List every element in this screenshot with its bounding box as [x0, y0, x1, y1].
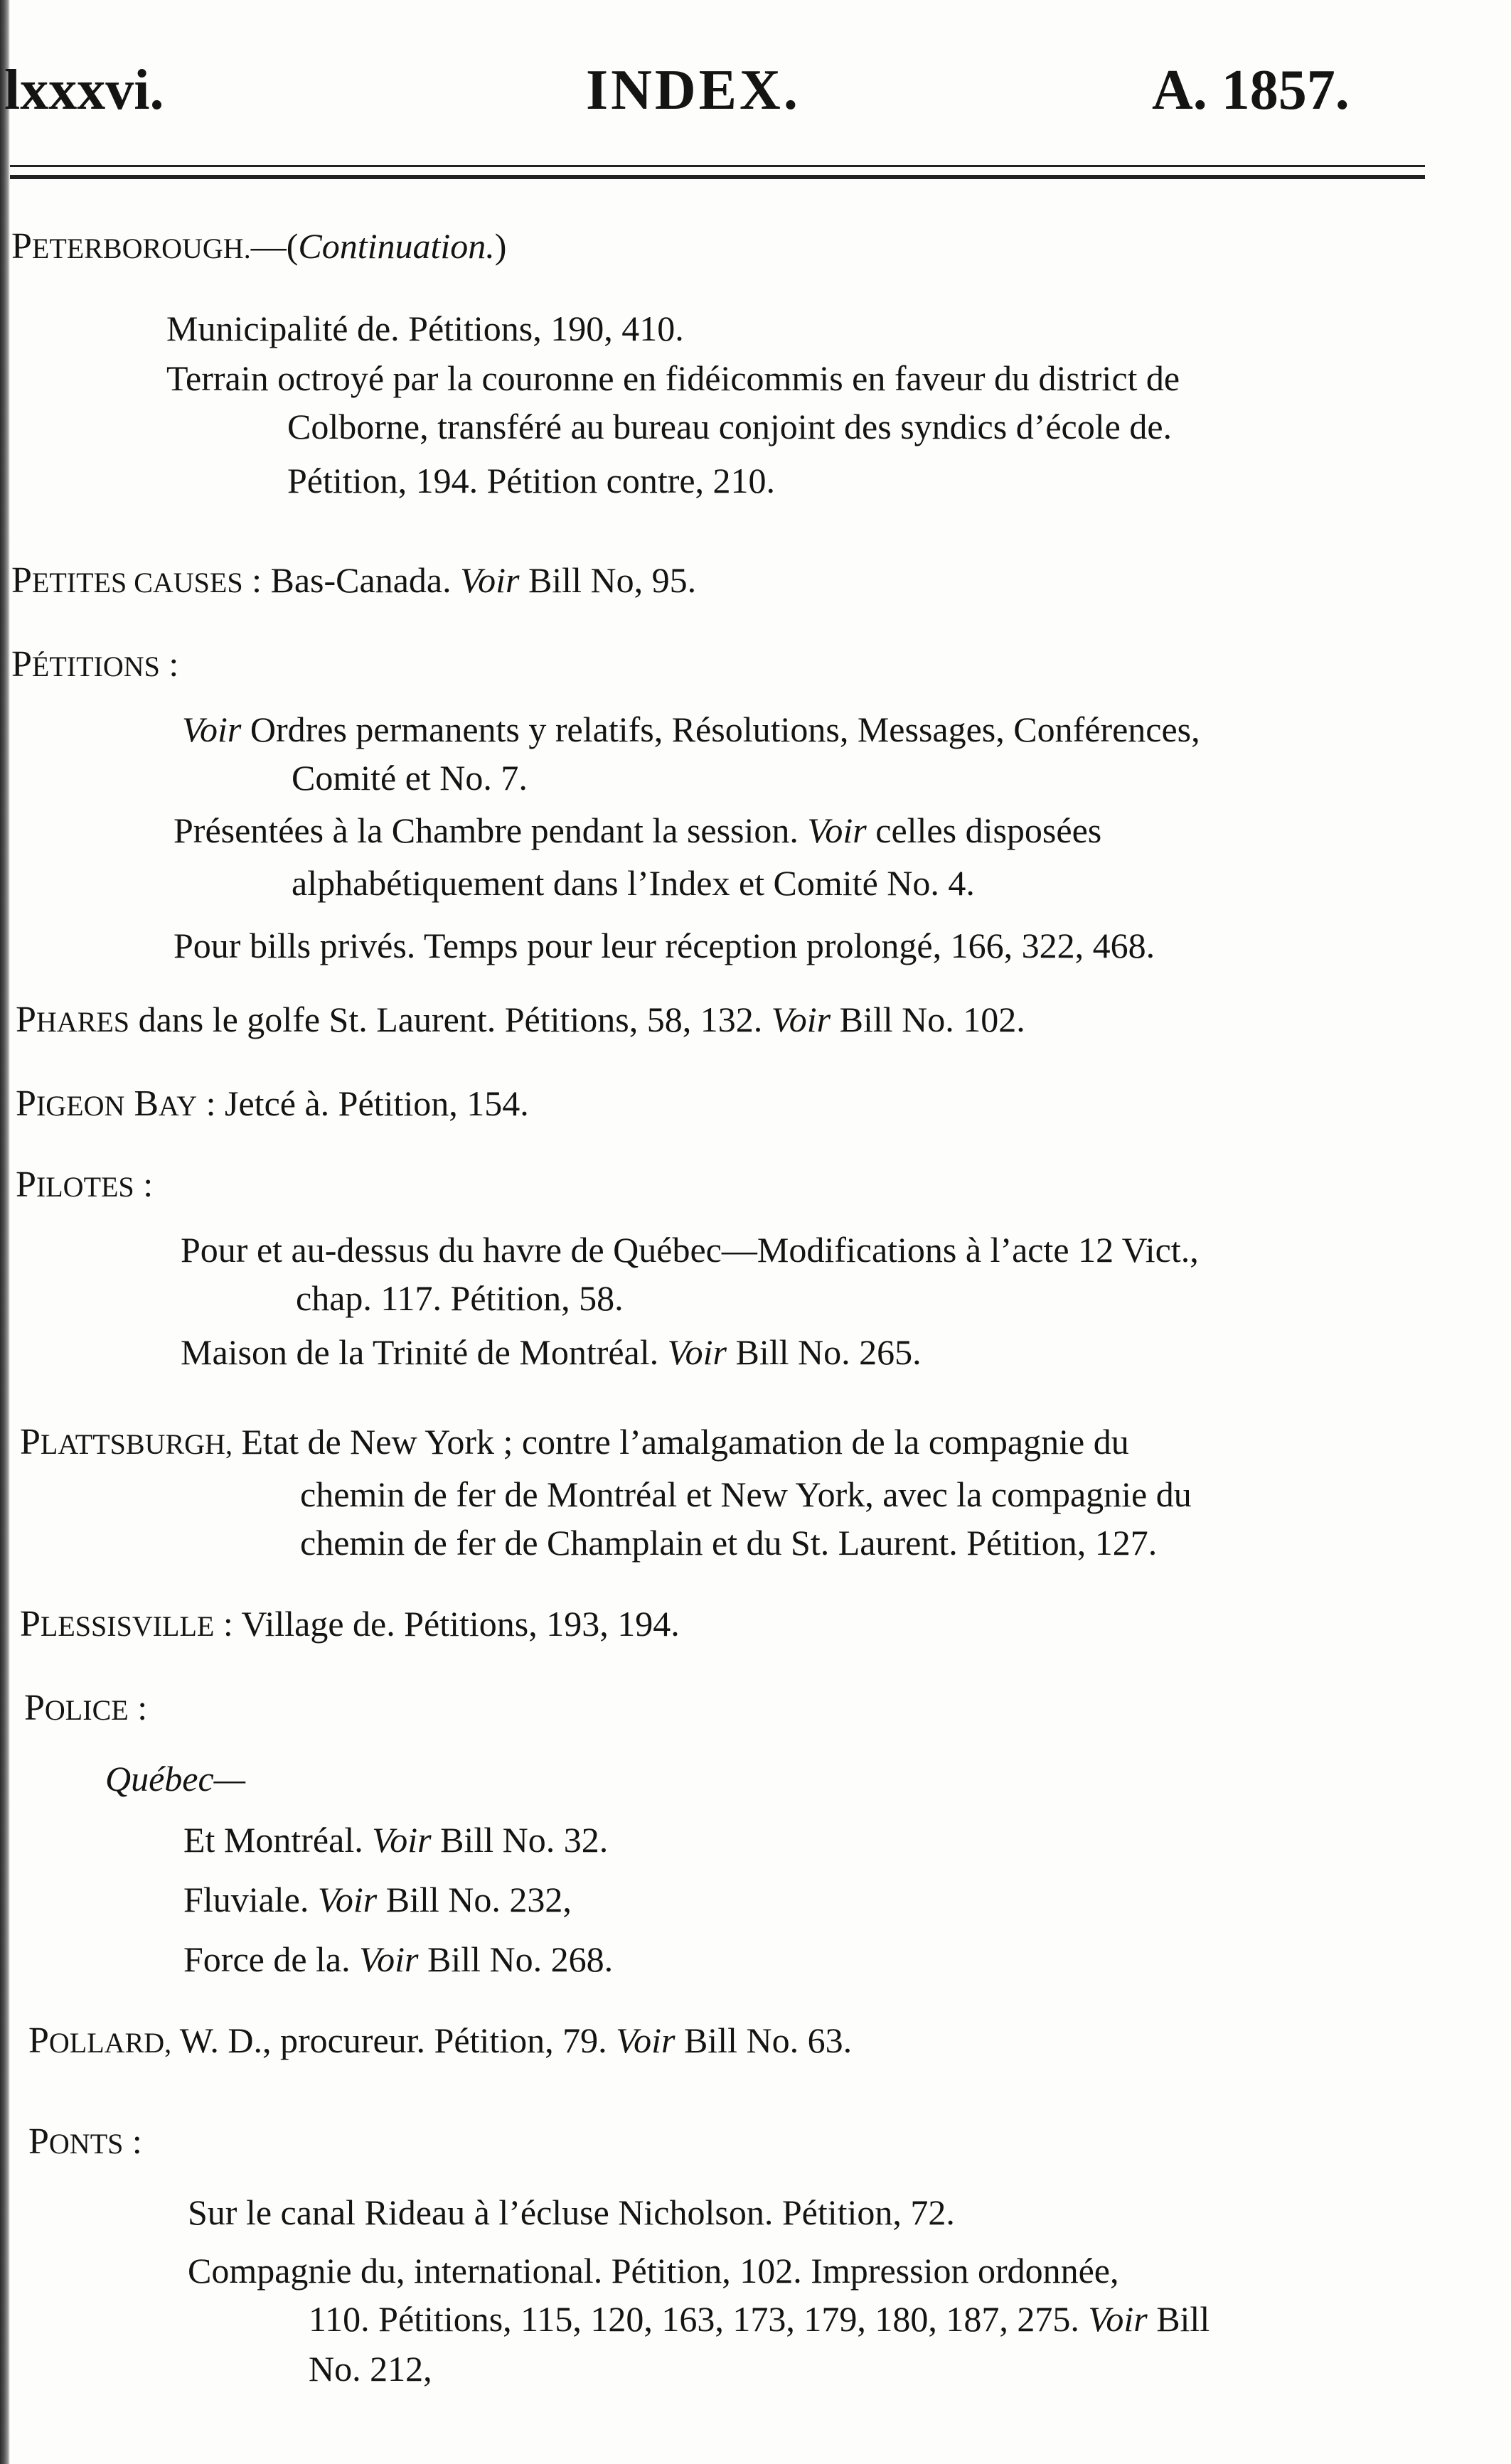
index-line: Colborne, transféré au bureau conjoint des syndics d’école de.: [287, 407, 1173, 446]
header-rule-thin: [10, 165, 1425, 167]
page-number: lxxxvi.: [4, 59, 164, 122]
index-heading-plessisville: PLESSISVILLE : Village de. Pétitions, 193, 194.: [20, 1604, 680, 1644]
index-heading-pollard: POLLARD, W. D., procureur. Pétition, 79. Voir Bill No. 63.: [28, 2020, 853, 2061]
index-line: No. 212,: [309, 2349, 432, 2389]
index-line: Et Montréal. Voir Bill No. 32.: [183, 1820, 609, 1860]
page-year: A. 1857.: [1152, 59, 1350, 122]
index-line: chemin de fer de Montréal et New York, avec la compagnie du: [300, 1474, 1192, 1514]
index-subheading: Québec—: [105, 1759, 246, 1799]
index-heading-petitions: PÉTITIONS :: [11, 644, 179, 685]
index-line: Pour et au-dessus du havre de Québec—Modifications à l’acte 12 Vict.,: [181, 1230, 1199, 1270]
index-line: Sur le canal Rideau à l’écluse Nicholson. Pétition, 72.: [188, 2192, 955, 2232]
index-line: Terrain octroyé par la couronne en fidéicommis en faveur du district de: [166, 358, 1180, 398]
page-header: [0, 58, 1511, 136]
index-line: Compagnie du, international. Pétition, 102. Impression ordonnée,: [188, 2251, 1119, 2291]
index-line: chemin de fer de Champlain et du St. Laurent. Pétition, 127.: [300, 1523, 1158, 1563]
index-heading-plattsburgh: PLATTSBURGH, Etat de New York ; contre l’amalgamation de la compagnie du: [20, 1422, 1129, 1462]
page-spine-shadow: [0, 0, 10, 2464]
index-line: alphabétiquement dans l’Index et Comité No. 4.: [292, 863, 975, 903]
index-line: Force de la. Voir Bill No. 268.: [183, 1939, 614, 1979]
index-heading-phares: PHARES dans le golfe St. Laurent. Pétitions, 58, 132. Voir Bill No. 102.: [16, 1000, 1025, 1040]
index-line: Fluviale. Voir Bill No. 232,: [183, 1880, 572, 1919]
index-line: 110. Pétitions, 115, 120, 163, 173, 179, 180, 187, 275. Voir Bill: [309, 2299, 1210, 2339]
page-title: INDEX.: [586, 59, 801, 122]
index-heading-petites-causes: PETITES CAUSES : Bas-Canada. Voir Bill No, 95.: [11, 560, 697, 601]
header-rule-thick: [10, 175, 1425, 179]
index-heading-pigeon-bay: PIGEON BAY : Jetcé à. Pétition, 154.: [16, 1083, 529, 1124]
index-line: Municipalité de. Pétitions, 190, 410.: [166, 309, 684, 348]
index-heading-peterborough: PETERBOROUGH.—(Continuation.): [11, 226, 507, 267]
index-heading-ponts: PONTS :: [28, 2121, 142, 2162]
index-line: Pétition, 194. Pétition contre, 210.: [287, 461, 776, 500]
index-line: Pour bills privés. Temps pour leur réception prolongé, 166, 322, 468.: [173, 926, 1155, 965]
index-line: Comité et No. 7.: [292, 758, 528, 798]
index-line: chap. 117. Pétition, 58.: [296, 1278, 624, 1318]
index-heading-police: POLICE :: [24, 1688, 148, 1728]
index-line: Présentées à la Chambre pendant la session. Voir celles disposées: [173, 810, 1102, 850]
index-heading-pilotes: PILOTES :: [16, 1164, 154, 1205]
index-line: Voir Ordres permanents y relatifs, Résolutions, Messages, Conférences,: [182, 709, 1200, 749]
index-line: Maison de la Trinité de Montréal. Voir Bill No. 265.: [181, 1332, 922, 1372]
